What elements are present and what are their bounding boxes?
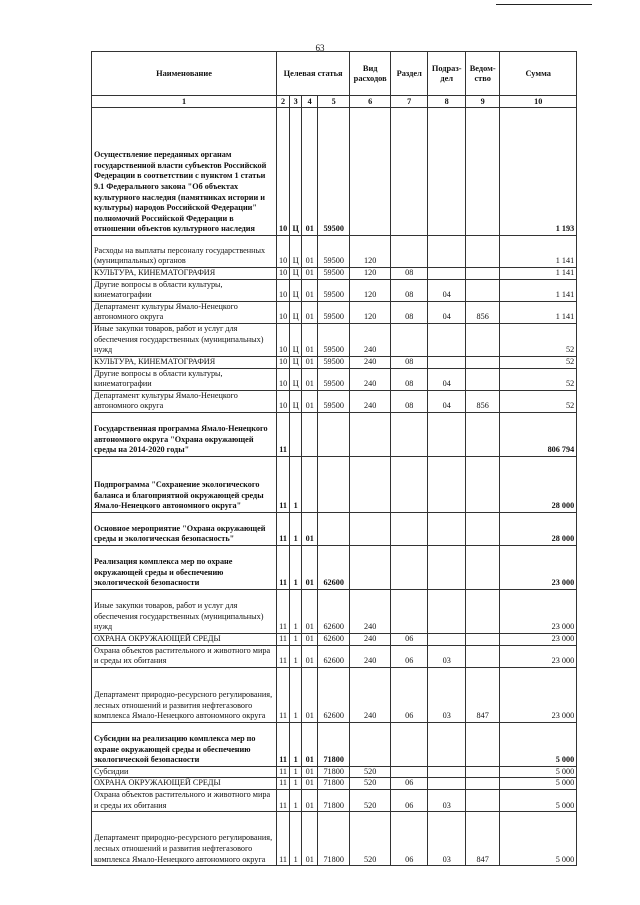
row-code-vr: 240 [350,323,391,356]
header-target: Целевая статья [277,52,350,96]
row-code-rz [391,545,428,589]
row-sum: 23 000 [500,645,577,667]
row-name: Субсидии [92,766,277,778]
row-code-ved [466,268,500,280]
row-code-c1: 11 [277,645,290,667]
row-sum: 1 193 [500,108,577,236]
table-row [92,778,577,790]
row-code-c2: Ц [290,323,302,356]
row-name: Департамент природно-ресурсного регулирования, лесных отношений и развития нефтегазового комплекса Ямало-Ненецкого автономного округа [92,667,277,722]
row-code-c3: 01 [302,812,318,866]
table-row [92,268,577,280]
table-row [92,589,577,633]
row-code-c4: 59500 [318,108,350,236]
row-name: Иные закупки товаров, работ и услуг для обеспечения государственных (муниципальных) нужд [92,323,277,356]
row-sum: 23 000 [500,667,577,722]
table-row [92,766,577,778]
row-code-c3: 01 [302,722,318,766]
row-code-rz: 08 [391,390,428,412]
row-code-c1: 11 [277,589,290,633]
row-code-vr: 240 [350,390,391,412]
row-name: Подпрограмма "Сохранение экологического баланса и благоприятной окружающей среды Ямало-Ненецкого автономного округа" [92,456,277,512]
row-code-rz: 06 [391,667,428,722]
row-code-pr [428,766,466,778]
row-code-ved [466,356,500,368]
table-row [92,456,577,512]
row-code-c4: 71800 [318,778,350,790]
row-code-ved [466,108,500,236]
row-code-c1: 11 [277,812,290,866]
row-code-c3: 01 [302,108,318,236]
header-subsection: Подраз-дел [428,52,466,96]
row-code-pr: 04 [428,368,466,390]
row-code-c2: Ц [290,390,302,412]
table-body [92,108,577,866]
row-code-pr [428,356,466,368]
row-code-rz [391,323,428,356]
row-code-ved [466,789,500,811]
row-code-pr: 04 [428,390,466,412]
budget-table [91,51,577,866]
row-code-vr [350,108,391,236]
row-code-pr [428,236,466,268]
row-name: Реализация комплекса мер по охране окружающей среды и обеспечению экологической безопасности [92,545,277,589]
row-code-c4: 62600 [318,545,350,589]
column-number: 8 [428,96,466,108]
row-code-c2: Ц [290,356,302,368]
row-sum: 23 000 [500,545,577,589]
row-name: ОХРАНА ОКРУЖАЮЩЕЙ СРЕДЫ [92,633,277,645]
row-sum: 23 000 [500,633,577,645]
row-name: Другие вопросы в области культуры, кинематографии [92,279,277,301]
row-sum: 5 000 [500,766,577,778]
row-code-c3 [302,412,318,456]
row-code-ved [466,589,500,633]
row-code-c2: 1 [290,722,302,766]
row-code-vr: 240 [350,368,391,390]
row-code-vr [350,722,391,766]
row-code-c3: 01 [302,368,318,390]
row-code-c2: 1 [290,545,302,589]
row-code-ved [466,512,500,545]
row-name: Департамент культуры Ямало-Ненецкого автономного округа [92,301,277,323]
row-code-pr: 03 [428,812,466,866]
row-code-vr: 120 [350,279,391,301]
row-code-pr [428,412,466,456]
row-code-c1: 11 [277,789,290,811]
row-code-c3: 01 [302,356,318,368]
row-code-pr: 03 [428,667,466,722]
row-code-rz: 08 [391,268,428,280]
row-code-vr [350,512,391,545]
row-code-pr: 03 [428,645,466,667]
column-numbers-row [92,96,577,108]
row-code-c4: 59500 [318,301,350,323]
row-code-ved [466,236,500,268]
table-row [92,545,577,589]
row-code-pr [428,268,466,280]
row-code-c4: 71800 [318,789,350,811]
row-code-rz [391,108,428,236]
row-name: Охрана объектов растительного и животного мира и среды их обитания [92,645,277,667]
column-number: 4 [302,96,318,108]
row-code-c1: 11 [277,512,290,545]
row-sum: 28 000 [500,456,577,512]
row-code-c3: 01 [302,279,318,301]
row-code-pr [428,778,466,790]
row-code-vr [350,456,391,512]
row-code-c2: 1 [290,789,302,811]
row-code-c4: 62600 [318,645,350,667]
row-code-pr [428,545,466,589]
column-number: 1 [92,96,277,108]
row-code-c2: 1 [290,778,302,790]
column-number: 2 [277,96,290,108]
row-code-c4: 62600 [318,589,350,633]
page-number: 63 [315,43,325,53]
row-code-rz: 06 [391,812,428,866]
row-code-c2: 1 [290,667,302,722]
table-row [92,722,577,766]
table-row [92,323,577,356]
row-code-vr [350,412,391,456]
header-section: Раздел [391,52,428,96]
table-row [92,645,577,667]
row-code-c2: 1 [290,645,302,667]
row-code-c4: 71800 [318,766,350,778]
table-row [92,633,577,645]
row-code-rz [391,512,428,545]
row-code-pr: 04 [428,279,466,301]
row-code-ved [466,368,500,390]
column-number: 6 [350,96,391,108]
row-code-pr: 04 [428,301,466,323]
row-code-pr [428,633,466,645]
row-code-rz: 06 [391,645,428,667]
row-code-ved [466,633,500,645]
row-code-ved [466,456,500,512]
row-code-c2: 1 [290,456,302,512]
row-code-c1: 10 [277,279,290,301]
row-code-c1: 11 [277,722,290,766]
row-code-ved [466,545,500,589]
row-code-ved [466,645,500,667]
row-code-c4: 71800 [318,812,350,866]
row-code-c3: 01 [302,645,318,667]
row-name: Департамент природно-ресурсного регулирования, лесных отношений и развития нефтегазового комплекса Ямало-Ненецкого автономного округа [92,812,277,866]
row-code-c1: 10 [277,236,290,268]
row-code-rz: 06 [391,778,428,790]
row-sum: 1 141 [500,236,577,268]
row-code-c2: 1 [290,812,302,866]
row-code-rz [391,589,428,633]
row-code-pr [428,323,466,356]
row-code-c4: 62600 [318,667,350,722]
row-sum: 52 [500,323,577,356]
row-code-c2: Ц [290,301,302,323]
row-name: Государственная программа Ямало-Ненецкого автономного округа "Охрана окружающей среды на 2014-2020 годы" [92,412,277,456]
row-code-c3: 01 [302,323,318,356]
row-code-vr: 520 [350,766,391,778]
row-code-c3: 01 [302,789,318,811]
row-code-rz [391,722,428,766]
row-code-c1: 10 [277,390,290,412]
row-code-c2: Ц [290,279,302,301]
column-number: 9 [466,96,500,108]
row-code-vr: 240 [350,645,391,667]
row-code-c3: 01 [302,633,318,645]
row-code-c1: 11 [277,456,290,512]
row-code-rz: 08 [391,301,428,323]
row-name: Департамент культуры Ямало-Ненецкого автономного округа [92,390,277,412]
row-code-vr: 120 [350,236,391,268]
row-name: Субсидии на реализацию комплекса мер по охране окружающей среды и обеспечению экологической безопасности [92,722,277,766]
column-number: 7 [391,96,428,108]
header-name: Наименование [92,52,277,96]
row-code-vr [350,545,391,589]
table-row [92,789,577,811]
row-code-c3: 01 [302,766,318,778]
row-name: КУЛЬТУРА, КИНЕМАТОГРАФИЯ [92,356,277,368]
row-code-rz: 06 [391,789,428,811]
row-code-c1: 11 [277,633,290,645]
row-code-rz: 08 [391,279,428,301]
row-code-c2: Ц [290,268,302,280]
row-code-rz: 08 [391,356,428,368]
row-code-rz [391,766,428,778]
table-row [92,279,577,301]
table-row [92,390,577,412]
row-code-c4: 59500 [318,368,350,390]
row-sum: 28 000 [500,512,577,545]
row-code-pr [428,722,466,766]
row-code-c4: 59500 [318,356,350,368]
row-sum: 52 [500,356,577,368]
row-sum: 23 000 [500,589,577,633]
row-sum: 5 000 [500,722,577,766]
row-code-c4 [318,456,350,512]
table-row [92,667,577,722]
row-code-c1: 11 [277,412,290,456]
table-row [92,301,577,323]
row-name: КУЛЬТУРА, КИНЕМАТОГРАФИЯ [92,268,277,280]
row-code-c3: 01 [302,545,318,589]
row-code-ved [466,722,500,766]
column-number: 10 [500,96,577,108]
row-code-c1: 10 [277,323,290,356]
row-code-c4: 59500 [318,390,350,412]
row-code-ved: 847 [466,667,500,722]
row-name: Другие вопросы в области культуры, кинематографии [92,368,277,390]
row-code-c1: 10 [277,268,290,280]
row-code-c1: 11 [277,545,290,589]
row-sum: 52 [500,390,577,412]
table-row [92,368,577,390]
top-rule [496,4,592,5]
row-code-vr: 240 [350,356,391,368]
row-code-c2: 1 [290,766,302,778]
row-code-vr: 120 [350,301,391,323]
row-code-rz [391,456,428,512]
row-code-c1: 11 [277,778,290,790]
row-name: ОХРАНА ОКРУЖАЮЩЕЙ СРЕДЫ [92,778,277,790]
row-sum: 5 000 [500,778,577,790]
row-code-vr: 240 [350,589,391,633]
row-code-ved: 847 [466,812,500,866]
row-code-c2: 1 [290,589,302,633]
row-code-c4 [318,412,350,456]
row-code-ved [466,279,500,301]
row-code-c1: 10 [277,108,290,236]
row-name: Расходы на выплаты персоналу государственных (муниципальных) органов [92,236,277,268]
header-expense-type: Вид расходов [350,52,391,96]
row-name: Иные закупки товаров, работ и услуг для обеспечения государственных (муниципальных) нужд [92,589,277,633]
row-code-c4: 59500 [318,323,350,356]
row-code-ved [466,778,500,790]
row-code-ved [466,766,500,778]
row-name: Основное мероприятие "Охрана окружающей среды и экологическая безопасность" [92,512,277,545]
row-code-pr: 03 [428,789,466,811]
row-code-ved [466,323,500,356]
row-code-pr [428,589,466,633]
table-row [92,512,577,545]
row-code-vr: 240 [350,667,391,722]
row-sum: 1 141 [500,301,577,323]
row-code-vr: 520 [350,778,391,790]
row-code-pr [428,512,466,545]
row-sum: 806 794 [500,412,577,456]
row-code-c1: 11 [277,667,290,722]
row-sum: 52 [500,368,577,390]
row-code-c1: 11 [277,766,290,778]
row-code-c2: Ц [290,236,302,268]
row-code-c1: 10 [277,368,290,390]
row-code-c4: 59500 [318,279,350,301]
row-code-c2: Ц [290,108,302,236]
row-code-ved: 856 [466,390,500,412]
row-code-vr: 520 [350,812,391,866]
column-number: 5 [318,96,350,108]
row-code-vr: 520 [350,789,391,811]
row-code-ved [466,412,500,456]
row-code-c3: 01 [302,778,318,790]
row-code-c1: 10 [277,301,290,323]
row-code-rz: 06 [391,633,428,645]
row-code-c1: 10 [277,356,290,368]
row-code-ved: 856 [466,301,500,323]
table-row [92,108,577,236]
row-code-c3: 01 [302,236,318,268]
row-name: Охрана объектов растительного и животного мира и среды их обитания [92,789,277,811]
row-code-c3 [302,456,318,512]
row-code-c3: 01 [302,512,318,545]
row-sum: 5 000 [500,812,577,866]
row-code-rz [391,236,428,268]
row-code-c3: 01 [302,268,318,280]
row-code-pr [428,456,466,512]
header-department: Ведом-ство [466,52,500,96]
row-code-c2: 1 [290,512,302,545]
row-code-c4: 59500 [318,268,350,280]
row-sum: 5 000 [500,789,577,811]
row-name: Осуществление переданных органам государственной власти субъектов Российской Федерации в соответствии с пунктом 1 статьи 9.1 Федерального закона "Об объектах культурного наследия (памятниках истории и культуры) народов Российской Федерации" полномочий Российской Федерации в отношении объектов культурного наследия [92,108,277,236]
table-row [92,412,577,456]
table-row [92,812,577,866]
row-code-rz [391,412,428,456]
table-row [92,236,577,268]
table-row [92,356,577,368]
row-code-c3: 01 [302,390,318,412]
row-code-vr: 120 [350,268,391,280]
row-code-c2 [290,412,302,456]
row-code-c2: Ц [290,368,302,390]
row-code-c3: 01 [302,301,318,323]
row-code-c4: 71800 [318,722,350,766]
row-code-rz: 08 [391,368,428,390]
row-code-c3: 01 [302,667,318,722]
row-code-vr: 240 [350,633,391,645]
row-code-c4 [318,512,350,545]
row-code-c4: 62600 [318,633,350,645]
row-code-c3: 01 [302,589,318,633]
row-code-c4: 59500 [318,236,350,268]
row-code-c2: 1 [290,633,302,645]
row-sum: 1 141 [500,268,577,280]
header-sum: Сумма [500,52,577,96]
column-number: 3 [290,96,302,108]
row-sum: 1 141 [500,279,577,301]
row-code-pr [428,108,466,236]
